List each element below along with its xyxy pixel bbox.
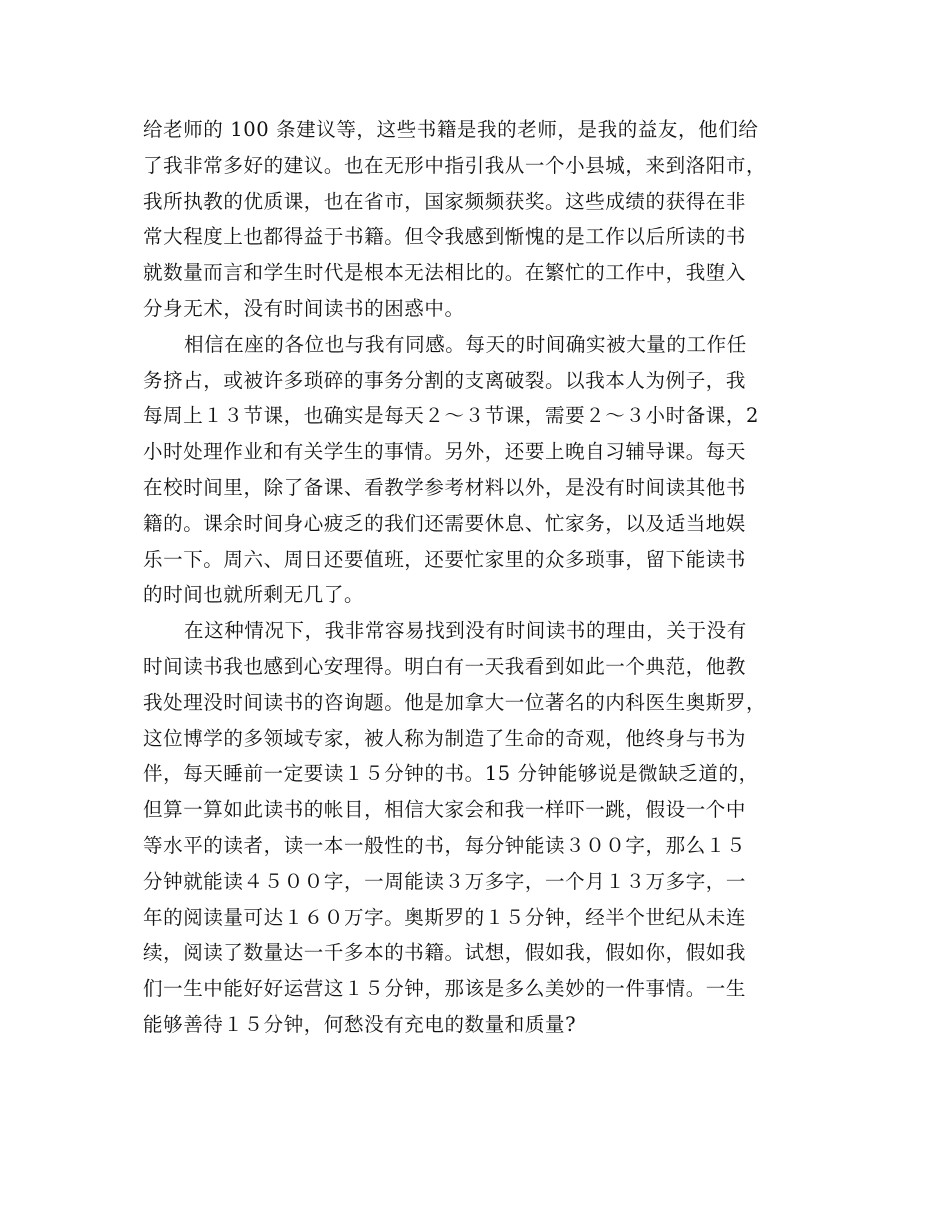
text-line: 了我非常多好的建议。也在无形中指引我从一个小县城，来到洛阳市， [143, 153, 767, 177]
text-line: 分身无术，没有时间读书的困惑中。 [143, 296, 465, 320]
paragraph [143, 613, 813, 1043]
text-line: 给老师的 100 条建议等，这些书籍是我的老师，是我的益友，他们给 [143, 118, 759, 141]
text-line: 分钟就能读４５００字，一周能读３万多字，一个月１３万多字，一 [143, 869, 747, 893]
text-line: 续，阅读了数量达一千多本的书籍。试想，假如我，假如你，假如我 [143, 941, 747, 965]
text-line: 年的阅读量可达１６０万字。奥斯罗的１５分钟，经半个世纪从未连 [143, 905, 747, 929]
text-line: 在这种情况下，我非常容易找到没有时间读书的理由，关于没有 [184, 619, 747, 643]
text-line: 乐一下。周六、周日还要值班，还要忙家里的众多琐事，留下能读书 [143, 547, 747, 571]
text-line: 就数量而言和学生时代是根本无法相比的。在繁忙的工作中，我堕入 [143, 261, 747, 285]
text-line: 我所执教的优质课，也在省市，国家频频获奖。这些成绩的获得在非 [143, 189, 747, 213]
text-line: 等水平的读者，读一本一般性的书，每分钟能读３００字，那么１５ [143, 833, 747, 857]
text-line: 的时间也就所剩无几了。 [143, 583, 365, 607]
text-line: 在校时间里，除了备课、看教学参考材料以外，是没有时间读其他书 [143, 475, 747, 499]
text-line: 们一生中能好好运营这１５分钟，那该是多么美妙的一件事情。一生 [143, 977, 747, 1001]
text-line: 务挤占，或被许多琐碎的事务分割的支离破裂。以我本人为例子，我 [143, 368, 747, 392]
text-line: 小时处理作业和有关学生的事情。另外，还要上晚自习辅导课。每天 [143, 440, 747, 464]
text-line: 常大程度上也都得益于书籍。但令我感到惭愧的是工作以后所读的书 [143, 225, 747, 249]
text-line: 每周上１３节课，也确实是每天２～３节课，需要２～３小时备课，2 [143, 404, 760, 428]
paragraph [143, 112, 813, 327]
paragraph [143, 327, 813, 613]
text-line: 但算一算如此读书的帐目，相信大家会和我一样吓一跳，假设一个中 [143, 798, 747, 822]
document-body [143, 112, 813, 1043]
text-line: 我处理没时间读书的咨询题。他是加拿大一位著名的内科医生奥斯罗， [143, 690, 767, 714]
text-line: 伴，每天睡前一定要读１５分钟的书。15 分钟能够说是微缺乏道的， [143, 762, 759, 786]
text-line: 相信在座的各位也与我有同感。每天的时间确实被大量的工作任 [184, 332, 747, 356]
text-line: 籍的。课余时间身心疲乏的我们还需要休息、忙家务，以及适当地娱 [143, 511, 747, 535]
text-line: 这位博学的多领域专家，被人称为制造了生命的奇观，他终身与书为 [143, 726, 747, 750]
text-line: 能够善待１５分钟，何愁没有充电的数量和质量? [143, 1012, 577, 1036]
text-line: 时间读书我也感到心安理得。明白有一天我看到如此一个典范，他教 [143, 654, 747, 678]
